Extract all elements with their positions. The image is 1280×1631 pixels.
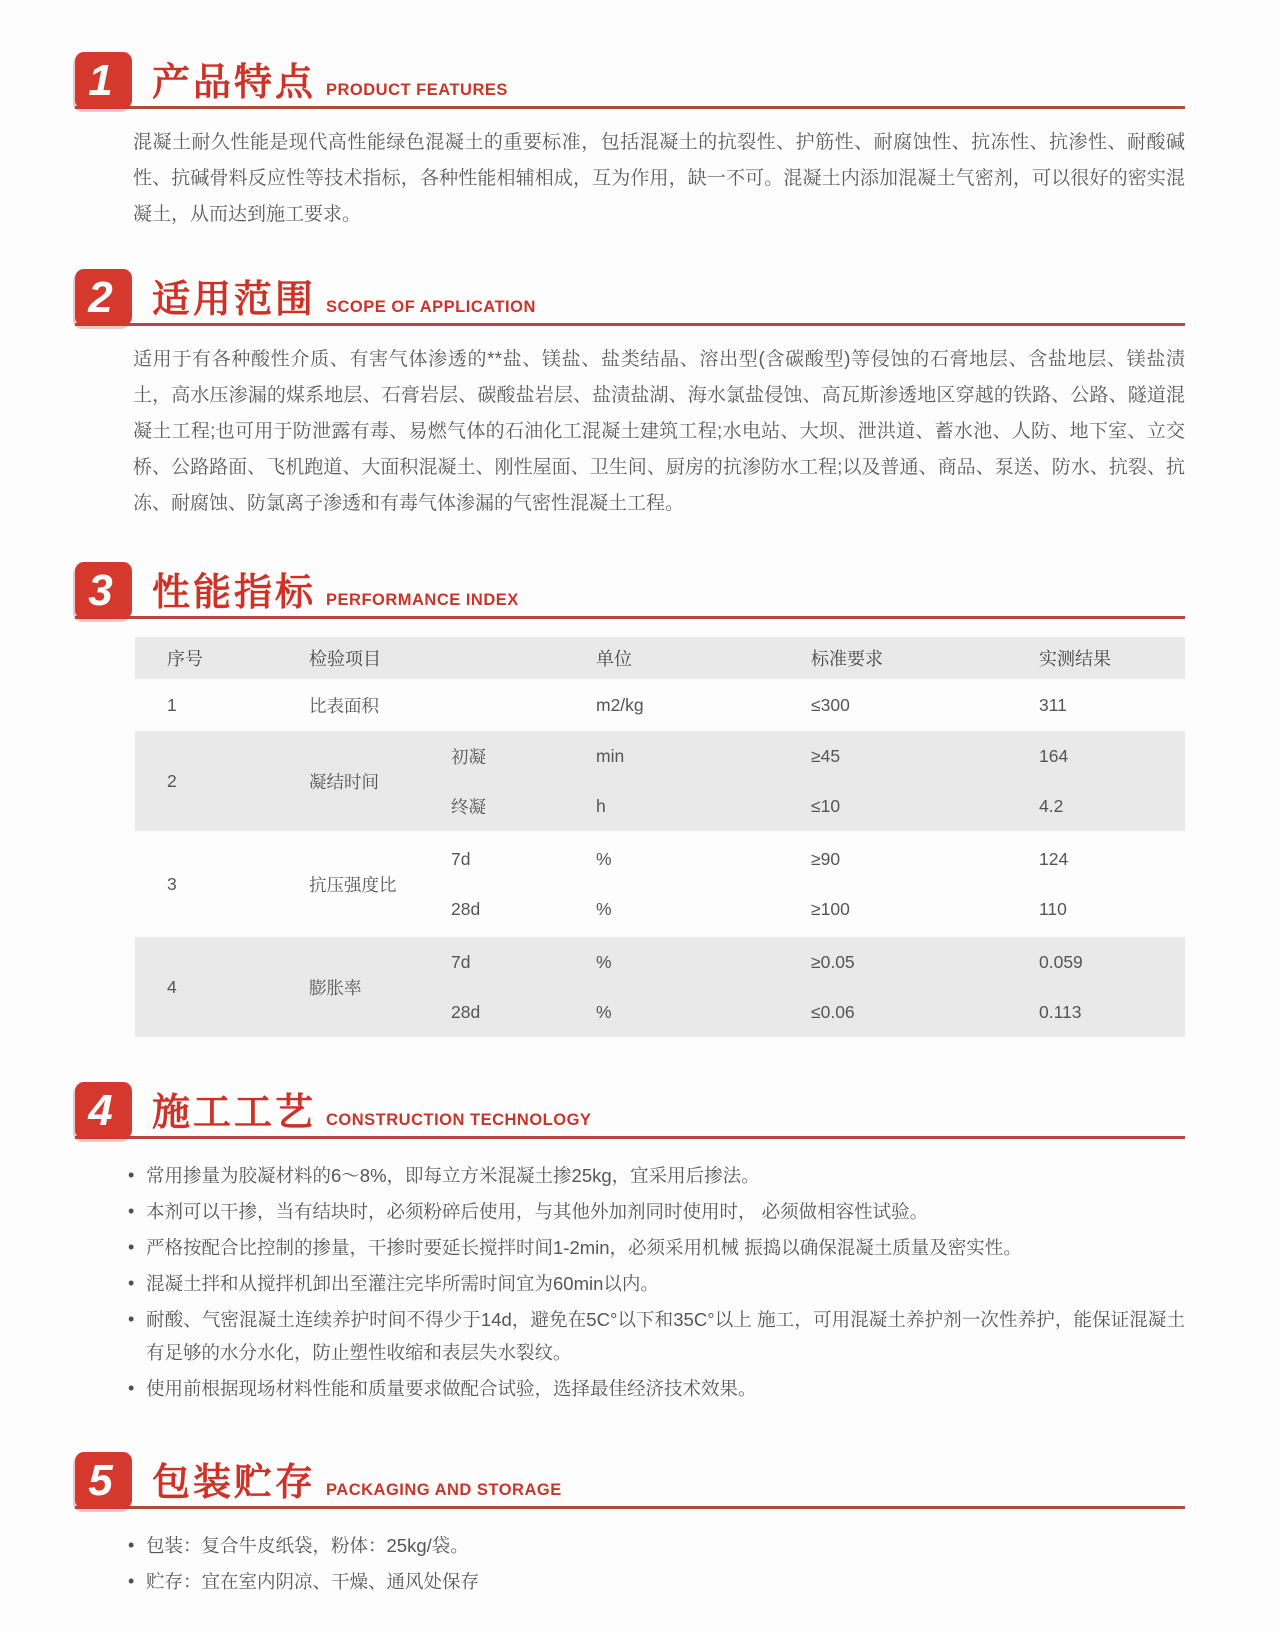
row-item: 膨胀率 bbox=[309, 977, 362, 998]
construction-bullet-list bbox=[128, 1159, 1185, 1405]
row-sub: 28d bbox=[451, 898, 481, 919]
row-item: 抗压强度比 bbox=[309, 874, 397, 895]
section-3-titles bbox=[132, 572, 519, 616]
row-unit: % bbox=[596, 848, 612, 869]
row-unit: h bbox=[596, 795, 606, 816]
row-unit: m2/kg bbox=[596, 694, 644, 715]
list-item: • 严格按配合比控制的掺量，干掺时要延长搅拌时间1-2min，必须采用机械 振捣以确保混凝土质量及密实性。 bbox=[128, 1231, 1185, 1264]
table-row-group-3 bbox=[135, 834, 1185, 934]
list-item: • 混凝土拌和从搅拌机卸出至灌注完毕所需时间宜为60min以内。 bbox=[128, 1267, 1185, 1300]
row-std: ≥90 bbox=[811, 848, 841, 869]
section-1-number-badge bbox=[75, 52, 132, 109]
section-4-title-en: CONSTRUCTION TECHNOLOGY bbox=[326, 1111, 592, 1130]
section-4-titles bbox=[132, 1092, 591, 1136]
section-3-number-badge bbox=[75, 562, 132, 619]
section-1-title-en: PRODUCT FEATURES bbox=[326, 81, 508, 100]
section-5-number-badge bbox=[75, 1452, 132, 1509]
section-2-title-en: SCOPE OF APPLICATION bbox=[326, 298, 536, 317]
section-3-number: 3 bbox=[88, 565, 113, 615]
row-result: 164 bbox=[1039, 745, 1069, 766]
table-header-row bbox=[135, 637, 1185, 679]
row-result: 4.2 bbox=[1039, 795, 1064, 816]
table-row-group-2 bbox=[135, 731, 1185, 831]
list-item: • 常用掺量为胶凝材料的6～8%，即每立方米混凝土掺25kg，宜采用后掺法。 bbox=[128, 1159, 1185, 1192]
row-result: 0.059 bbox=[1039, 951, 1083, 972]
section-5-titles bbox=[132, 1462, 562, 1506]
section-2-paragraph: 适用于有各种酸性介质、有害气体渗透的**盐、镁盐、盐类结晶、溶出型(含碳酸型)等侵蚀的石膏地层、含盐地层、镁盐渍土，高水压渗漏的煤系地层、石膏岩层、碳酸盐岩层、盐渍盐湖、海水氯盐侵蚀、高瓦斯渗透地区穿越的铁路、公路、隧道混凝土工程;也可用于防泄露有毒、易燃气体的石油化工混凝土建筑工程;水电站、大坝、泄洪道、蓄水池、人防、地下室、立交桥、公路路面、飞机跑道、大面积混凝土、刚性屋面、卫生间、厨房的抗渗防水工程;以及普通、商品、泵送、防水、抗裂、抗冻、耐腐蚀、防氯离子渗透和有毒气体渗漏的气密性混凝土工程。 bbox=[133, 349, 1185, 514]
col-header-unit: 单位 bbox=[596, 649, 632, 669]
section-5-title-zh: 包装贮存 bbox=[152, 1462, 317, 1505]
section-1-title-zh: 产品特点 bbox=[152, 62, 317, 105]
list-item: • 耐酸、气密混凝土连续养护时间不得少于14d，避免在5C°以下和35C°以上 施工，可用混凝土养护剂一次性养护，能保证混凝土有足够的水分水化，防止塑性收缩和表层失水裂纹。 bbox=[128, 1303, 1185, 1369]
packaging-bullet-list bbox=[128, 1529, 1185, 1598]
section-3-title-zh: 性能指标 bbox=[152, 572, 317, 615]
section-2-titles bbox=[132, 279, 536, 323]
spacer bbox=[0, 1040, 1280, 1082]
col-header-std: 标准要求 bbox=[811, 649, 883, 669]
row-sub: 终凝 bbox=[451, 796, 486, 817]
section-1-titles bbox=[132, 62, 508, 106]
section-2-header bbox=[75, 269, 1185, 326]
table-row-group-4 bbox=[135, 937, 1185, 1037]
spacer bbox=[0, 233, 1280, 269]
row-unit: % bbox=[596, 1001, 612, 1022]
col-header-result: 实测结果 bbox=[1039, 649, 1111, 669]
col-header-item: 检验项目 bbox=[309, 649, 381, 669]
row-item: 比表面积 bbox=[309, 695, 379, 716]
row-item: 凝结时间 bbox=[309, 771, 379, 792]
col-header-sub bbox=[445, 637, 590, 679]
row-sub bbox=[445, 682, 590, 728]
performance-index-table bbox=[135, 637, 1185, 1037]
row-std: ≥100 bbox=[811, 898, 850, 919]
list-item: • 本剂可以干掺，当有结块时，必须粉碎后使用，与其他外加剂同时使用时， 必须做相容性试验。 bbox=[128, 1195, 1185, 1228]
row-unit: % bbox=[596, 898, 612, 919]
section-2-number-badge bbox=[75, 269, 132, 326]
section-4-number: 4 bbox=[88, 1085, 113, 1135]
row-result: 0.113 bbox=[1039, 1001, 1082, 1022]
row-unit: % bbox=[596, 951, 612, 972]
list-item: • 贮存：宜在室内阴凉、干燥、通风处保存 bbox=[128, 1565, 1185, 1598]
row-unit: min bbox=[596, 745, 625, 766]
row-no: 4 bbox=[167, 976, 177, 997]
row-std: ≤300 bbox=[811, 694, 850, 715]
row-sub: 初凝 bbox=[451, 746, 486, 767]
row-sub: 7d bbox=[451, 848, 471, 869]
col-header-no: 序号 bbox=[167, 649, 203, 669]
row-no: 1 bbox=[167, 694, 177, 715]
list-item: • 使用前根据现场材料性能和质量要求做配合试验，选择最佳经济技术效果。 bbox=[128, 1372, 1185, 1405]
row-no: 2 bbox=[167, 770, 177, 791]
row-result: 311 bbox=[1039, 694, 1067, 715]
section-4-title-zh: 施工工艺 bbox=[152, 1092, 317, 1135]
section-1-header bbox=[75, 52, 1185, 109]
row-std: ≤0.06 bbox=[811, 1001, 855, 1022]
section-2-number: 2 bbox=[88, 272, 113, 322]
row-result: 124 bbox=[1039, 848, 1069, 869]
section-1-paragraph: 混凝土耐久性能是现代高性能绿色混凝土的重要标准，包括混凝土的抗裂性、护筋性、耐腐蚀性、抗冻性、抗渗性、耐酸碱性、抗碱骨料反应性等技术指标，各种性能相辅相成，互为作用，缺一不可。混凝土内添加混凝土气密剂，可以很好的密实混凝土，从而达到施工要求。 bbox=[133, 132, 1185, 225]
section-5-number: 5 bbox=[88, 1455, 113, 1505]
section-5-header bbox=[75, 1452, 1185, 1509]
section-3-title-en: PERFORMANCE INDEX bbox=[326, 591, 519, 610]
spacer bbox=[0, 1408, 1280, 1452]
row-no: 3 bbox=[167, 873, 177, 894]
row-std: ≥0.05 bbox=[811, 951, 855, 972]
row-std: ≤10 bbox=[811, 795, 841, 816]
section-5-title-en: PACKAGING AND STORAGE bbox=[326, 1481, 562, 1500]
row-result: 110 bbox=[1039, 898, 1067, 919]
spacer bbox=[0, 522, 1280, 562]
table-row-group-1 bbox=[135, 682, 1185, 728]
section-2-title-zh: 适用范围 bbox=[152, 279, 317, 322]
section-4-header bbox=[75, 1082, 1185, 1139]
row-std: ≥45 bbox=[811, 745, 841, 766]
section-3-header bbox=[75, 562, 1185, 619]
section-1-number: 1 bbox=[88, 55, 113, 105]
list-item: • 包装：复合牛皮纸袋，粉体：25kg/袋。 bbox=[128, 1529, 1185, 1562]
section-4-number-badge bbox=[75, 1082, 132, 1139]
row-sub: 28d bbox=[451, 1001, 481, 1022]
row-sub: 7d bbox=[451, 951, 471, 972]
